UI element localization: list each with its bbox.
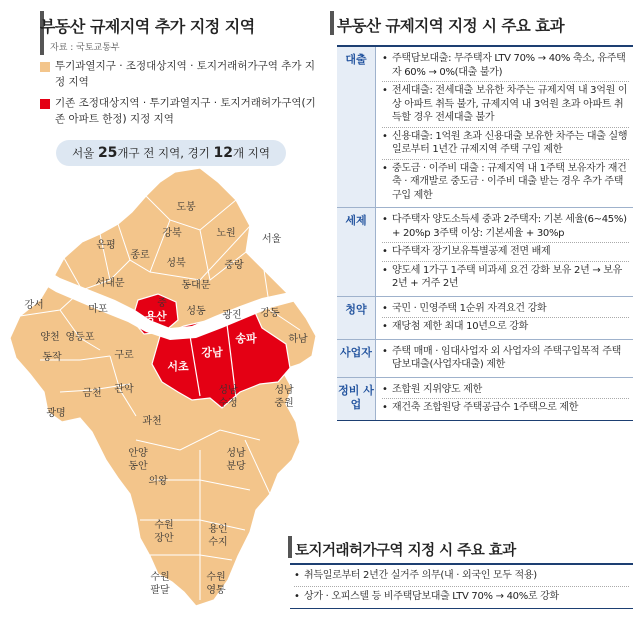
legend-new-label: 투기과열지구 · 조정대상지역 · 토지거래허가구역 추가 지정 지역 xyxy=(55,60,315,88)
land-permit-item: • 상가 · 오피스텔 등 비주택담보대출 LTV 70% → 40%로 강화 xyxy=(294,587,629,607)
effects-item: • 국민 · 민영주택 1순위 자격요건 강화 xyxy=(382,300,629,319)
effects-item: • 신용대출: 1억원 초과 신용대출 보유한 차주는 대출 실행일로부터 1년간 규제지역 주택 구입 제한 xyxy=(382,128,629,160)
district-label: 성남 수정 xyxy=(218,385,238,409)
district-label: 마포 xyxy=(88,304,108,315)
effects-row xyxy=(337,208,633,297)
district-label: 강동 xyxy=(260,308,280,319)
district-label: 구로 xyxy=(114,350,134,361)
summary-text-mid: 개구 전 지역, 경기 xyxy=(117,146,214,160)
effects-item: • 중도금 · 이주비 대출 : 규제지역 내 1주택 보유자가 재건축 · 재개발로 중도금 · 이주비 대출 받는 경우 추가 주택구입 제한 xyxy=(382,160,629,205)
district-label: 강북 xyxy=(162,228,182,239)
district-label: 하남 xyxy=(288,334,308,345)
effects-category: 대출 xyxy=(337,47,376,207)
effects-item: • 주택담보대출: 무주택자 LTV 70% → 40% 축소, 유주택자 60% → 0%(대출 불가) xyxy=(382,50,629,82)
effects-row xyxy=(337,297,633,340)
district-label: 도봉 xyxy=(176,202,196,213)
district-label: 성남 분당 xyxy=(226,448,246,472)
effects-item: • 다주택자 장기보유특별공제 전면 배제 xyxy=(382,243,629,262)
effects-row xyxy=(337,47,633,208)
effects-row xyxy=(337,340,633,378)
effects-item: • 재건축 조합원당 주택공급수 1주택으로 제한 xyxy=(382,399,629,417)
effects-category: 정비 사업 xyxy=(337,378,376,420)
effects-item: • 양도세 1가구 1주택 비과세 요건 강화 보유 2년 → 보유 2년 + 거주 2년 xyxy=(382,262,629,293)
effects-row xyxy=(337,378,633,420)
district-label: 광진 xyxy=(222,310,242,321)
effects-category: 사업자 xyxy=(337,340,376,377)
district-label: 광명 xyxy=(46,408,66,419)
source-note: 자료 : 국토교통부 xyxy=(50,43,120,53)
summary-text-pre: 서울 xyxy=(72,146,98,160)
district-label: 안양 동안 xyxy=(128,448,148,472)
district-label: 수원 팔달 xyxy=(150,572,170,596)
district-label: 용인 수지 xyxy=(208,524,228,548)
region-map xyxy=(0,160,330,618)
summary-text-post: 개 지역 xyxy=(232,146,270,160)
district-label: 영등포 xyxy=(65,332,95,343)
district-label: 성동 xyxy=(186,306,206,317)
effects-item: • 조합원 지위양도 제한 xyxy=(382,381,629,400)
land-permit-title: 토지거래허가구역 지정 시 주요 효과 xyxy=(295,543,516,559)
summary-seoul-count: 25 xyxy=(97,145,118,161)
existing-district-label: 송파 xyxy=(235,332,257,345)
effects-item: • 다주택자 양도소득세 중과 2주택자: 기본 세율(6~45%) + 20%p 3주택 이상: 기본세율 + 30%p xyxy=(382,211,629,243)
effects-category: 청약 xyxy=(337,297,376,339)
district-label: 의왕 xyxy=(148,476,168,487)
land-permit-item: • 취득일로부터 2년간 실거주 의무(내 · 외국인 모두 적용) xyxy=(294,566,629,587)
district-label: 양천 xyxy=(40,332,60,343)
existing-district-label: 강남 xyxy=(201,346,223,359)
district-label: 강서 xyxy=(24,300,44,311)
district-label: 은평 xyxy=(96,240,116,251)
effects-title: 부동산 규제지역 지정 시 주요 효과 xyxy=(337,17,565,35)
effects-item: • 주택 매매 · 임대사업자 외 사업자의 주택구입목적 주택담보대출(사업자대출) 제한 xyxy=(382,343,629,374)
legend-swatch-new xyxy=(40,62,50,72)
district-label: 성북 xyxy=(166,258,186,269)
district-label: 서대문 xyxy=(95,278,125,289)
district-label: 수원 장안 xyxy=(154,520,174,544)
land-title-accent-bar xyxy=(288,536,292,558)
right-title-accent-bar xyxy=(330,11,334,35)
summary-gyeonggi-count: 12 xyxy=(213,145,233,161)
map-title: 부동산 규제지역 추가 지정 지역 xyxy=(40,17,255,36)
district-label: 노원 xyxy=(216,228,236,239)
district-label: 수원 영통 xyxy=(206,572,226,596)
district-label: 성남 중원 xyxy=(274,385,294,409)
label-seoul: 서울 xyxy=(262,234,282,245)
existing-district-label: 용산 xyxy=(145,310,167,323)
effects-table xyxy=(337,45,633,421)
existing-district-label: 서초 xyxy=(167,360,189,373)
legend-swatch-existing xyxy=(40,99,50,109)
district-label: 중 xyxy=(157,298,167,309)
district-label: 관악 xyxy=(114,384,134,395)
effects-category: 세제 xyxy=(337,208,376,296)
district-label: 동대문 xyxy=(181,280,211,291)
district-label: 과천 xyxy=(142,416,162,427)
district-label: 종로 xyxy=(130,250,150,261)
district-label: 동작 xyxy=(42,352,62,363)
district-label: 중랑 xyxy=(224,260,244,271)
land-permit-effects xyxy=(290,563,633,609)
district-label: 금천 xyxy=(82,388,102,399)
legend-existing-label: 기존 조정대상지역 · 투기과열지구 · 토지거래허가구역(기존 아파트 한정) 지정 지역 xyxy=(55,97,316,125)
effects-item: • 재당첨 제한 최대 10년으로 강화 xyxy=(382,318,629,336)
effects-item: • 전세대출: 전세대출 보유한 차주는 규제지역 내 3억원 이상 아파트 취득 불가, 규제지역 내 3억원 초과 아파트 취득할 경우 전세대출 불가 xyxy=(382,82,629,128)
